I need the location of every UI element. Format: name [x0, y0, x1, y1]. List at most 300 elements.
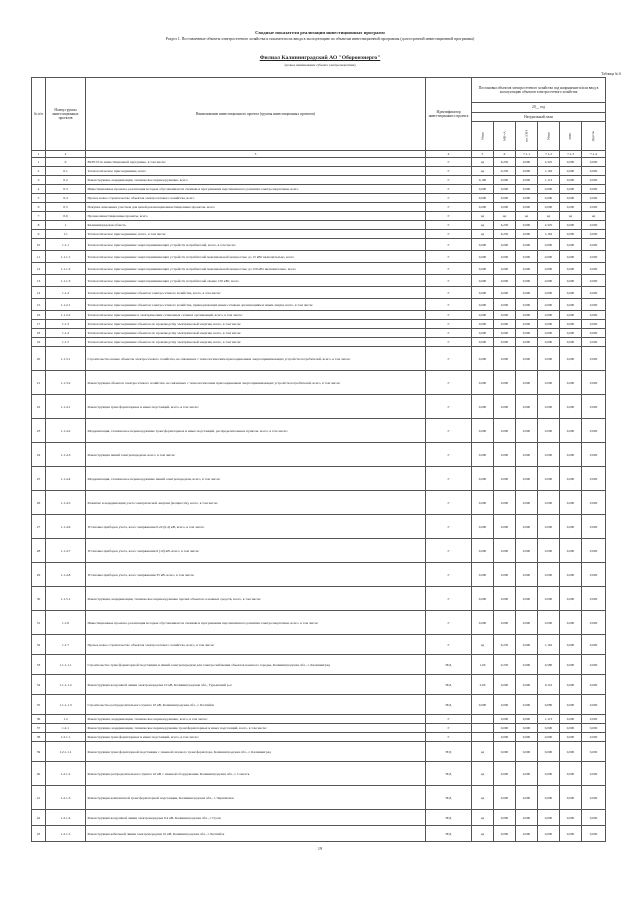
- table-row: [32, 810, 606, 826]
- row-value: 0,000: [494, 263, 516, 275]
- row-value: 0,000: [560, 515, 582, 539]
- row-value: 0,116: [538, 675, 560, 695]
- row-value: 0,000: [494, 733, 516, 742]
- row-value: нд: [472, 221, 494, 230]
- row-value: 0,000: [494, 786, 516, 810]
- row-name: Реконструкция объектов электросетевого хозяйства, не связанных с технологическим присоединением энергопринимающих устройств потребителей, всего, в том числе:: [86, 371, 426, 395]
- table-row: [32, 563, 606, 587]
- row-value: 0,000: [582, 275, 606, 287]
- col-index-cell: 7.1.1: [516, 151, 538, 158]
- row-value: 0,000: [582, 826, 606, 842]
- row-value: 0,000: [560, 635, 582, 655]
- row-value: 0,000: [516, 695, 538, 715]
- row-value: 0,000: [560, 419, 582, 443]
- table-row: [32, 635, 606, 655]
- row-value: 0,000: [516, 491, 538, 515]
- row-value: 0,000: [582, 563, 606, 587]
- row-value: 0,000: [472, 263, 494, 275]
- row-name: Развитие и модернизация учета электрической энергии (мощности), всего, в том числе:: [86, 491, 426, 515]
- row-value: [472, 733, 494, 742]
- row-number: 19: [32, 338, 46, 347]
- row-value: 0,000: [516, 715, 538, 724]
- row-value: 0,000: [472, 419, 494, 443]
- table-row: [32, 733, 606, 742]
- row-value: 0,000: [516, 810, 538, 826]
- row-number: 34: [32, 675, 46, 695]
- row-group: 1.1.4.2: [46, 419, 86, 443]
- row-group: 0.2: [46, 176, 86, 185]
- row-value: 0,000: [494, 203, 516, 212]
- table-row: [32, 221, 606, 230]
- row-name: Реконструкция кабельной линии электропередачи 10 кВ, Калининградская обл., г. Балтийск: [86, 826, 426, 842]
- row-name: Технологическое присоединение энергопринимающих устройств потребителей, всего, в том числе:: [86, 239, 426, 251]
- row-value: 0,000: [560, 467, 582, 491]
- row-name: Реконструкция линий электропередачи, всего, в том числе:: [86, 443, 426, 467]
- row-number: 14: [32, 287, 46, 299]
- row-value: 0,000: [494, 724, 516, 733]
- row-value: 0,000: [538, 395, 560, 419]
- row-value: 0,000: [494, 491, 516, 515]
- row-name: Технологическое присоединение объектов электросетевого хозяйства, принадлежащих иным сетевым организациям и иным лицам, всего, в том числе:: [86, 299, 426, 311]
- row-number: 10: [32, 239, 46, 251]
- row-value: 0,000: [516, 395, 538, 419]
- table-row: [32, 491, 606, 515]
- table-label: Таблица № 6: [601, 72, 621, 76]
- row-group: 1: [46, 221, 86, 230]
- col-unit-label: МВ×А: [502, 131, 507, 141]
- row-value: 0,000: [538, 563, 560, 587]
- row-number: 16: [32, 311, 46, 320]
- row-group: 1.1.2.2: [46, 311, 86, 320]
- row-number: 38: [32, 733, 46, 742]
- row-value: 0,250: [494, 167, 516, 176]
- document-subtitle: Раздел 1. Поставленные объекты электросетевого хозяйства и показатели их ввода в эксплуатацию по объектам инвестиционной программы (долгосрочной инвестиционной программы): [165, 37, 475, 41]
- row-value: 0,000: [560, 715, 582, 724]
- row-value: 0,000: [582, 320, 606, 329]
- row-value: 0,000: [560, 762, 582, 786]
- row-number: 41: [32, 786, 46, 810]
- col-unit-header: [560, 122, 582, 151]
- row-value: 0,000: [582, 762, 606, 786]
- row-value: 0,000: [560, 275, 582, 287]
- row-value: 0,000: [538, 299, 560, 311]
- row-number: 39: [32, 742, 46, 762]
- row-value: 0,000: [494, 185, 516, 194]
- row-value: 0,000: [560, 826, 582, 842]
- row-value: 0,000: [560, 347, 582, 371]
- row-group: 1.2.1.1: [46, 733, 86, 742]
- row-value: 0,580: [538, 655, 560, 675]
- row-value: 0,000: [582, 786, 606, 810]
- row-value: 1,162: [538, 167, 560, 176]
- row-value: 0,000: [472, 539, 494, 563]
- row-value: 0,000: [560, 675, 582, 695]
- row-number: 9: [32, 230, 46, 239]
- row-number: 35: [32, 695, 46, 715]
- row-code: Г: [426, 158, 472, 167]
- row-value: 0,000: [538, 611, 560, 635]
- row-value: 0,000: [582, 176, 606, 185]
- row-name: Установка приборов учета, класс напряжения 6 (10) кВ, всего, в том числе:: [86, 539, 426, 563]
- row-value: 0,000: [516, 287, 538, 299]
- row-value: 0,000: [560, 203, 582, 212]
- col-unit-header: [582, 122, 606, 151]
- row-value: 0,000: [494, 611, 516, 635]
- row-name: Прочее новое строительство объектов электросетевого хозяйства, всего: [86, 194, 426, 203]
- row-value: 0,000: [560, 329, 582, 338]
- table-row: [32, 371, 606, 395]
- row-value: нд: [472, 762, 494, 786]
- row-value: 0,000: [516, 347, 538, 371]
- row-value: 0,000: [560, 695, 582, 715]
- row-value: 0,000: [582, 230, 606, 239]
- investment-table: [31, 77, 606, 842]
- row-code: Г: [426, 371, 472, 395]
- table-row: [32, 419, 606, 443]
- row-value: 0,000: [494, 329, 516, 338]
- row-group: 1.2.1.1.1: [46, 742, 86, 762]
- row-value: 0,000: [472, 515, 494, 539]
- row-number: 3: [32, 176, 46, 185]
- row-name: Реконструкция трансформаторной подстанции с заменой силового трансформатора, Калининградская обл., г. Калининград: [86, 742, 426, 762]
- row-group: 1.1.4.7: [46, 539, 86, 563]
- row-value: 0,000: [582, 443, 606, 467]
- row-value: 1,162: [538, 230, 560, 239]
- row-group: 1.1.1.3: [46, 275, 86, 287]
- row-code: Г: [426, 635, 472, 655]
- col-unit-label: Мвар: [480, 132, 485, 140]
- row-value: 0,000: [516, 263, 538, 275]
- branch-note: (полное наименование субъекта электроэнергетики): [284, 63, 356, 67]
- row-value: 0,100: [472, 176, 494, 185]
- row-code: Н/Д: [426, 695, 472, 715]
- row-code: Н/Д: [426, 762, 472, 786]
- row-value: 0,000: [560, 176, 582, 185]
- row-value: 0,000: [516, 675, 538, 695]
- row-value: нд: [560, 212, 582, 221]
- row-name: Модернизация, техническое перевооружение линий электропередачи, всего, в том числе:: [86, 467, 426, 491]
- row-value: 6,250: [494, 230, 516, 239]
- row-value: 0,000: [538, 826, 560, 842]
- row-value: 0,000: [472, 338, 494, 347]
- row-value: 0,000: [560, 443, 582, 467]
- row-value: 6,250: [494, 221, 516, 230]
- row-name: Реконструкция, модернизация, техническое перевооружение, всего, в том числе:: [86, 715, 426, 724]
- col-unit-label: Мвар: [546, 132, 551, 140]
- row-value: 0,000: [472, 287, 494, 299]
- row-group: 0.5: [46, 203, 86, 212]
- row-number: 4: [32, 185, 46, 194]
- row-group: 1.1.7: [46, 635, 86, 655]
- row-value: 0,000: [582, 263, 606, 275]
- col-unit-header: [516, 122, 538, 151]
- row-code: Г: [426, 515, 472, 539]
- row-name: Реконструкция воздушной линии электропередачи 0,4 кВ, Калининградская обл., г. Гусев: [86, 810, 426, 826]
- row-value: 0,000: [582, 587, 606, 611]
- col-index-cell: 7.1.2: [538, 151, 560, 158]
- row-name: ВСЕГО по инвестиционной программе, в том числе:: [86, 158, 426, 167]
- row-value: 0,000: [494, 810, 516, 826]
- row-value: 0,000: [538, 539, 560, 563]
- row-value: 0,000: [560, 167, 582, 176]
- table-row: [32, 742, 606, 762]
- row-group: 0: [46, 158, 86, 167]
- row-group: 1.1.1.1.1: [46, 655, 86, 675]
- row-code: Г: [426, 733, 472, 742]
- row-group: 1.1.3: [46, 320, 86, 329]
- row-value: 1,00: [472, 655, 494, 675]
- row-value: 0,000: [538, 194, 560, 203]
- row-value: 0,000: [582, 167, 606, 176]
- row-group: 1.1.1.2: [46, 263, 86, 275]
- row-value: 0,000: [472, 491, 494, 515]
- row-value: 0,000: [560, 230, 582, 239]
- row-number: 40: [32, 762, 46, 786]
- row-group: 1.1.4.8: [46, 563, 86, 587]
- row-number: 6: [32, 203, 46, 212]
- row-value: 0,000: [472, 347, 494, 371]
- row-value: нд: [472, 158, 494, 167]
- row-number: 29: [32, 563, 46, 587]
- col-code-header: Идентификатор инвестиционного проекта: [426, 78, 472, 151]
- row-group: 1.1.4.3: [46, 443, 86, 467]
- row-value: 0,000: [516, 338, 538, 347]
- row-name: Строительство трансформаторной подстанции и линий электропередачи для электроснабжения объектов военного городка, Калининградская обл., г. Калининград: [86, 655, 426, 675]
- col-num-header: № п/п: [32, 78, 46, 151]
- table-row: [32, 675, 606, 695]
- row-value: 0,000: [582, 338, 606, 347]
- row-value: 0,000: [538, 239, 560, 251]
- row-value: 0,000: [560, 299, 582, 311]
- row-value: 0,000: [516, 275, 538, 287]
- row-value: 0,000: [472, 467, 494, 491]
- table-row: [32, 443, 606, 467]
- row-code: Г: [426, 194, 472, 203]
- row-name: Покупка земельных участков для целей реализации инвестиционных проектов, всего: [86, 203, 426, 212]
- row-value: 0,000: [538, 810, 560, 826]
- row-number: 28: [32, 539, 46, 563]
- row-value: 0,000: [582, 311, 606, 320]
- row-number: 15: [32, 299, 46, 311]
- row-code: Г: [426, 320, 472, 329]
- row-name: Технологическое присоединение энергопринимающих устройств потребителей максимальной мощностью до 150 кВт включительно, всего: [86, 263, 426, 275]
- row-value: 0,000: [538, 491, 560, 515]
- row-value: 0,000: [538, 329, 560, 338]
- row-number: 36: [32, 715, 46, 724]
- row-number: 5: [32, 194, 46, 203]
- row-number: 11: [32, 251, 46, 263]
- row-value: 0,000: [582, 347, 606, 371]
- row-value: 0,000: [472, 239, 494, 251]
- row-group: 1.1.6: [46, 611, 86, 635]
- row-name: Реконструкция воздушной линии электропередачи 10 кВ, Калининградская обл., Гурьевский р-н: [86, 675, 426, 695]
- row-value: 0,000: [582, 724, 606, 733]
- col-units-header: Натуральный план: [472, 113, 606, 122]
- row-group: 1.2.1: [46, 724, 86, 733]
- col-unit-header: [494, 122, 516, 151]
- row-value: 0,000: [582, 539, 606, 563]
- row-value: 1,162: [538, 635, 560, 655]
- row-value: 0,250: [494, 655, 516, 675]
- row-code: Г: [426, 443, 472, 467]
- row-value: 0,000: [494, 762, 516, 786]
- row-value: 0,000: [472, 587, 494, 611]
- row-value: 0,000: [494, 715, 516, 724]
- row-value: 0,000: [582, 221, 606, 230]
- row-value: 0,000: [560, 786, 582, 810]
- row-value: 0,000: [516, 158, 538, 167]
- row-code: Г: [426, 715, 472, 724]
- row-value: 0,000: [516, 371, 538, 395]
- row-value: 0,000: [582, 203, 606, 212]
- row-value: нд: [516, 212, 538, 221]
- row-value: 0,000: [494, 251, 516, 263]
- row-value: 0,000: [516, 826, 538, 842]
- row-code: Г: [426, 539, 472, 563]
- row-value: 0,000: [560, 194, 582, 203]
- row-value: 0,000: [494, 563, 516, 587]
- row-value: 0,000: [472, 299, 494, 311]
- row-value: 0,000: [516, 563, 538, 587]
- row-code: Г: [426, 275, 472, 287]
- row-value: 0,000: [472, 395, 494, 419]
- row-name: Прочие инвестиционные проекты, всего: [86, 212, 426, 221]
- row-name: Реконструкция, модернизация, техническое перевооружение, всего: [86, 176, 426, 185]
- row-value: 0,000: [516, 635, 538, 655]
- row-value: нд: [472, 167, 494, 176]
- row-value: 0,000: [582, 810, 606, 826]
- row-value: 0,000: [582, 491, 606, 515]
- row-value: 0,000: [538, 338, 560, 347]
- row-value: 0,000: [582, 299, 606, 311]
- row-code: Г: [426, 263, 472, 275]
- row-value: 0,000: [516, 762, 538, 786]
- row-value: 0,000: [538, 371, 560, 395]
- table-row: [32, 786, 606, 810]
- row-value: 0,000: [472, 203, 494, 212]
- row-value: 0,000: [538, 287, 560, 299]
- row-value: 0,000: [494, 311, 516, 320]
- row-value: 0,000: [582, 515, 606, 539]
- row-value: 0,000: [582, 287, 606, 299]
- table-row: [32, 329, 606, 338]
- row-value: 0,000: [560, 185, 582, 194]
- row-name: Реконструкция трансформаторных и иных подстанций, всего, в том числе:: [86, 395, 426, 419]
- row-value: 0,000: [516, 299, 538, 311]
- row-value: 0,000: [516, 194, 538, 203]
- row-value: 6,250: [494, 158, 516, 167]
- row-code: Г: [426, 587, 472, 611]
- row-value: 0,000: [516, 221, 538, 230]
- row-group: 1.1.1: [46, 239, 86, 251]
- row-value: 0,000: [494, 194, 516, 203]
- row-group: 1.1: [46, 230, 86, 239]
- row-value: 0,000: [494, 587, 516, 611]
- row-value: нд: [494, 212, 516, 221]
- row-value: 0,000: [494, 371, 516, 395]
- table-row: [32, 299, 606, 311]
- row-value: 0,000: [560, 563, 582, 587]
- row-number: 31: [32, 611, 46, 635]
- col-index-cell: 4: [426, 151, 472, 158]
- row-value: 0,000: [538, 762, 560, 786]
- row-value: 1,113: [538, 176, 560, 185]
- row-value: 0,000: [516, 786, 538, 810]
- row-code: Г: [426, 212, 472, 221]
- row-group: 0.1: [46, 167, 86, 176]
- row-value: 0,000: [516, 742, 538, 762]
- row-code: Н/Д: [426, 810, 472, 826]
- row-number: 24: [32, 443, 46, 467]
- row-value: 0,000: [516, 329, 538, 338]
- row-value: 0,000: [582, 371, 606, 395]
- col-year-header: 20__ год: [472, 103, 606, 113]
- row-number: 20: [32, 347, 46, 371]
- row-group: 1.2.1.4: [46, 810, 86, 826]
- col-index-cell: 7.1.3: [560, 151, 582, 158]
- row-number: 18: [32, 329, 46, 338]
- row-value: нд: [472, 742, 494, 762]
- col-unit-label: МВт: [568, 132, 573, 140]
- row-group: 1.1.4: [46, 329, 86, 338]
- row-value: 0,000: [516, 515, 538, 539]
- row-group: 1.1.3.2: [46, 371, 86, 395]
- row-value: 0,000: [516, 733, 538, 742]
- row-name: Реконструкция распределительного пункта 10 кВ с заменой оборудования, Калининградская обл., г. Советск: [86, 762, 426, 786]
- row-value: 0,000: [582, 239, 606, 251]
- row-name: Технологическое присоединение объектов по производству электрической энергии, всего, в том числе:: [86, 329, 426, 338]
- row-value: 0,000: [494, 467, 516, 491]
- row-code: Н/Д: [426, 675, 472, 695]
- row-name: Модернизация, техническое перевооружение трансформаторных и иных подстанций, распределительных пунктов, всего, в том числе:: [86, 419, 426, 443]
- row-code: Г: [426, 347, 472, 371]
- row-value: 0,000: [516, 185, 538, 194]
- row-number: 8: [32, 221, 46, 230]
- row-name: Реконструкция, модернизация, техническое перевооружение прочих объектов основных средств, всего, в том числе:: [86, 587, 426, 611]
- row-code: Г: [426, 611, 472, 635]
- row-number: 26: [32, 491, 46, 515]
- row-value: нд: [582, 212, 606, 221]
- row-value: 2,00: [472, 675, 494, 695]
- row-value: [472, 715, 494, 724]
- table-row: [32, 251, 606, 263]
- row-value: 0,000: [472, 329, 494, 338]
- row-group: 0.3: [46, 185, 86, 194]
- col-name-header: Наименование инвестиционного проекта (группы инвестиционных проектов): [86, 78, 426, 151]
- row-value: 0,000: [494, 287, 516, 299]
- row-code: Н/Д: [426, 786, 472, 810]
- table-row: [32, 655, 606, 675]
- row-value: 0,000: [472, 275, 494, 287]
- row-value: 0,000: [538, 311, 560, 320]
- row-number: 33: [32, 655, 46, 675]
- table-row: [32, 263, 606, 275]
- row-value: 0,000: [494, 515, 516, 539]
- row-name: Установка приборов учета, класс напряжения 35 кВ, всего, в том числе:: [86, 563, 426, 587]
- row-value: 0,000: [516, 419, 538, 443]
- row-number: 21: [32, 371, 46, 395]
- table-row: [32, 176, 606, 185]
- row-value: 0,000: [582, 467, 606, 491]
- row-value: 0,000: [560, 491, 582, 515]
- row-group: 1.1.4: [46, 287, 86, 299]
- row-group: 1.1.4.6: [46, 515, 86, 539]
- col-unit-label: Другое: [591, 130, 596, 142]
- row-number: 7: [32, 212, 46, 221]
- row-code: Н/Д: [426, 742, 472, 762]
- row-value: 0,000: [560, 251, 582, 263]
- row-group: 1.2.1.2: [46, 762, 86, 786]
